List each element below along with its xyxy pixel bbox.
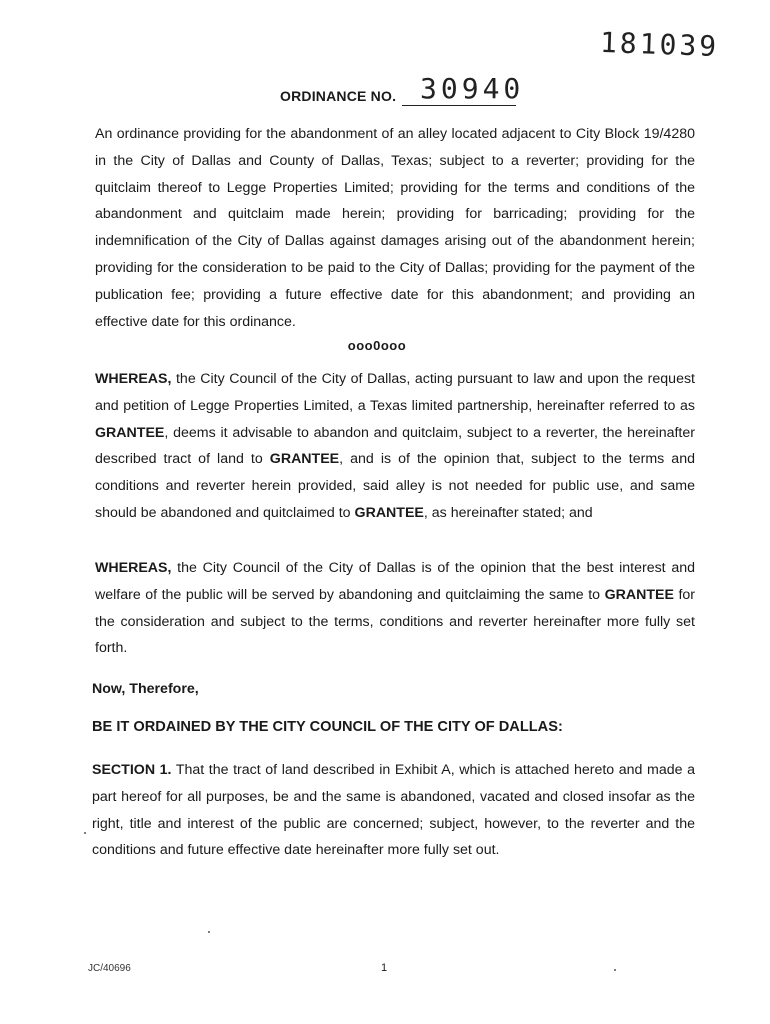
section-divider [0, 338, 770, 353]
ordained-heading: BE IT ORDAINED BY THE CITY COUNCIL OF THE CITY OF DALLAS: [92, 719, 563, 735]
whereas-lead: WHEREAS, [95, 560, 172, 576]
whereas-text: , deems it advisable to abandon and quitclaim, subject to a reverter, the hereinafter described tract of land to [95, 424, 695, 468]
ordinance-label: ORDINANCE NO. [280, 88, 397, 104]
grantee-term: GRANTEE [269, 451, 340, 468]
section-1-lead: SECTION 1. [92, 762, 172, 778]
grantee-term: GRANTEE [354, 504, 424, 521]
footer-document-code: JC/40696 [88, 963, 131, 974]
whereas-text: for the consideration and subject to the terms, conditions and reverter hereinafter more fully set forth. [95, 586, 696, 657]
handwritten-stamp-number: 181039 [599, 25, 720, 64]
whereas-paragraph-1 [95, 366, 695, 527]
intro-paragraph: An ordinance providing for the abandonment of an alley located adjacent to City Block 19/4280 in the City of Dallas and County of Dallas, Texas; subject to a reverter; providing for the quitclaim thereof to Legge Properties Limited; providing for the terms and conditions of the abandonment and quitclaim made herein; providing for barricading; providing for the indemnification of the City of Dallas against damages arising out of the abandonment herein; providing for the consideration to be paid to the City of Dallas; providing for the payment of the publication fee; providing a future effective date for this abandonment; and providing an effective date for this ordinance. [95, 126, 695, 330]
whereas-text: the City Council of the City of Dallas, acting pursuant to law and upon the request and petition of Legge Properties Limited, a Texas limited partnership, hereinafter referred to as [95, 371, 695, 414]
section-1-paragraph [92, 757, 695, 864]
footer-page-number: 1 [381, 962, 388, 974]
ordinance-underline [402, 105, 516, 106]
now-therefore-heading: Now, Therefore, [92, 681, 199, 697]
divider-text: ooo0ooo [347, 338, 407, 353]
section-1-text: That the tract of land described in Exhibit A, which is attached hereto and made a part hereof for all purposes, be and the same is abandoned, vacated and closed insofar as the right, title and interest of the public are concerned; subject, however, to the reverter and the conditions and future effective date hereinafter more fully set out. [92, 762, 695, 859]
whereas-paragraph-2 [95, 555, 695, 662]
ordinance-number: 30940 [420, 72, 525, 105]
whereas-text: , and is of the opinion that, subject to the terms and conditions and reverter herein provided, said alley is not needed for public use, and same should be abandoned and quitclaimed to [95, 451, 695, 521]
scan-speck [614, 969, 616, 971]
ordinance-heading [280, 72, 525, 108]
scan-speck [84, 832, 86, 834]
whereas-text: , as hereinafter stated; and [423, 504, 593, 521]
grantee-term: GRANTEE [604, 586, 674, 603]
scan-speck [208, 931, 210, 933]
whereas-lead: WHEREAS, [95, 371, 172, 387]
grantee-term: GRANTEE [95, 424, 165, 441]
whereas-text: the City Council of the City of Dallas is of the opinion that the best interest and welfare of the public will be served by abandoning and quitclaiming the same to [95, 560, 695, 603]
